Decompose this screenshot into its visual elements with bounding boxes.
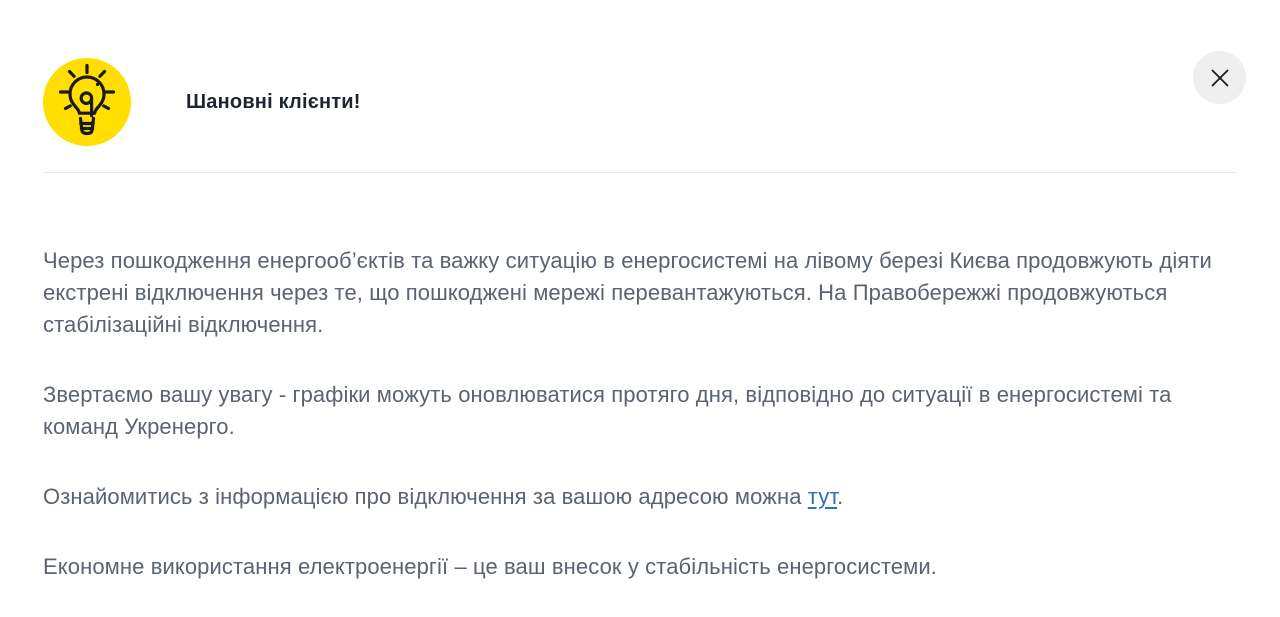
address-info-text: Ознайомитись з інформацією про відключення за вашою адресою можна: [43, 484, 808, 509]
modal-header: [43, 58, 361, 146]
address-info-period: .: [837, 484, 844, 509]
paragraph-energy-saving: Економне використання електроенергії – це ваш внесок у стабільність енергосистеми.: [43, 554, 937, 579]
modal-title: Шановні клієнти!: [186, 90, 361, 113]
paragraph-schedule-updates: Звертаємо вашу увагу - графіки можуть оновлюватися протяго дня, відповідно до ситуації в енергосистемі та команд Укренерго.: [43, 382, 1172, 439]
here-link[interactable]: тут: [807, 484, 838, 509]
modal-body: [43, 245, 1223, 617]
paragraph-address-info: [43, 481, 1223, 513]
close-button[interactable]: [1193, 51, 1246, 104]
lightbulb-icon: [43, 58, 131, 146]
close-icon: [1209, 67, 1231, 89]
paragraph-emergency-outages: Через пошкодження енергооб’єктів та важку ситуацію в енергосистемі на лівому березі Києва продовжують діяти екстрені відключення через те, що пошкоджені мережі перевантажуються. На Правобережжі продовжуються стабілізаційні відключення.: [43, 248, 1212, 337]
divider: [43, 172, 1237, 173]
